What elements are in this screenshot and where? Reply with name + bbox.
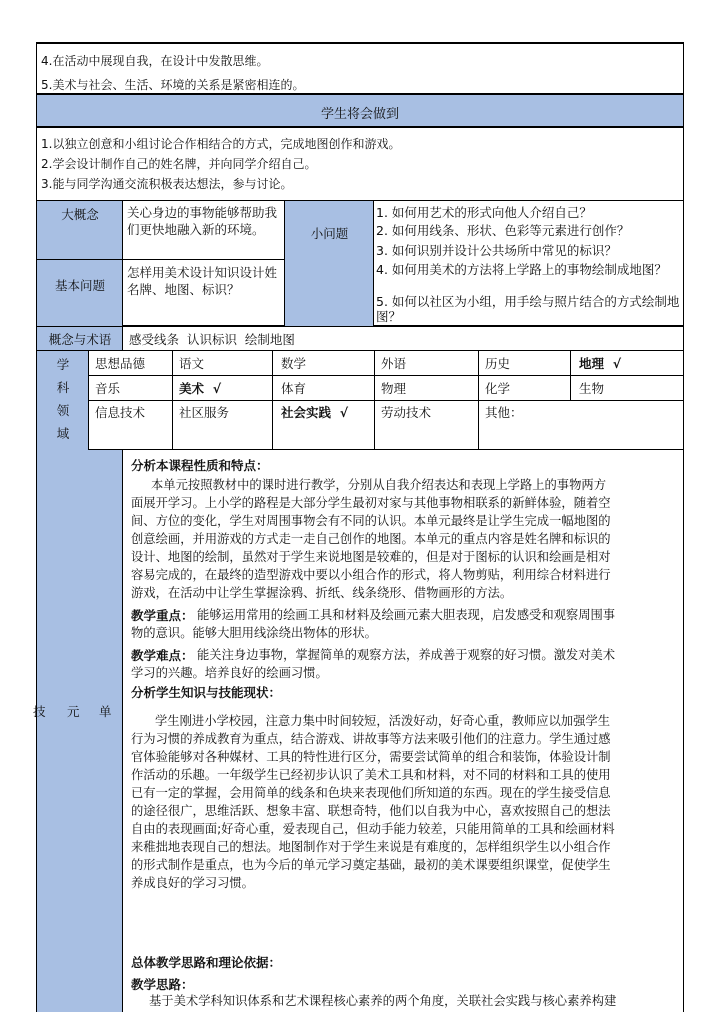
big-concept-text-cell	[123, 201, 285, 260]
outcome-item: 2.学会设计制作自己的姓名牌，并向同学介绍自己。	[41, 157, 317, 171]
unit-label-cell	[33, 450, 123, 1012]
subject-cell	[273, 351, 375, 376]
student-outcomes-list	[36, 127, 684, 201]
focus-line: 能够运用常用的绘画工具和材料及绘画元素大胆表现，启发感受和观察周围事	[197, 608, 616, 622]
small-questions-label: 小问题	[310, 226, 349, 241]
subject-label: 音乐	[95, 381, 121, 396]
subject-label: 社会实践 √	[281, 405, 349, 420]
concepts-grid	[36, 201, 684, 326]
student-line: 自由的表现画面;好奇心重，爱表现自己，但动手能力较差，只能用简单的工具和绘画材料	[131, 822, 615, 836]
subject-cell	[273, 376, 375, 401]
basic-question-label-cell	[37, 260, 123, 326]
subject-label: 社区服务	[179, 405, 230, 420]
student-line: 的途径很广，思维活跃、想象丰富、联想奇特，他们以自我为中心，喜欢按照自己的想法	[131, 804, 611, 818]
small-questions-label-cell	[285, 201, 374, 326]
student-line: 学生刚进小学校园，注意力集中时间较短，活泼好动，好奇心重，教师应以加强学生	[155, 714, 610, 728]
subjects-label-char: 领	[56, 403, 70, 418]
student-line: 作活动的乐趣。一年级学生已经初步认识了美术工具和材料，对不同的材料和工具的使用	[131, 768, 611, 782]
approach-line: 基于美术学科知识体系和艺术课程核心素养的两个角度，关联社会实践与核心素养构建	[149, 994, 617, 1008]
subject-label: 化学	[485, 381, 511, 396]
unit-label-char: 单	[99, 704, 112, 719]
terms-row	[36, 326, 684, 351]
subject-label: 外语	[381, 356, 407, 371]
nature-line: 本单元按照教材中的课时进行教学，分别从自我介绍表达和表现上学路上的事物两方	[151, 478, 606, 492]
student-line: 养成良好的学习习惯。	[131, 876, 254, 890]
subject-label: 语文	[179, 356, 205, 371]
nature-line: 间、方位的变化，学生对周围事物会有不同的认识。本单元最终是让学生完成一幅地图的	[131, 514, 611, 528]
student-line: 的形式制作是重点，也为今后的单元学习奠定基础，最初的美术课要组织课堂，促使学生	[131, 858, 611, 872]
big-concept-label: 大概念	[61, 207, 99, 222]
subjects-label-char: 学	[56, 357, 70, 372]
subject-label: 数学	[281, 356, 307, 371]
student-outcomes-heading	[36, 94, 684, 127]
subject-label: 地理 √	[579, 356, 622, 371]
difficulty-line: 能关注身边事物，掌握简单的观察方法，养成善于观察的好习惯。激发对美术	[197, 648, 616, 662]
subject-label: 生物	[579, 381, 605, 396]
difficulty-line: 学习的兴趣。培养良好的绘画习惯。	[131, 666, 328, 680]
basic-question-text: 怎样用美术设计知识设计姓名牌、地图、标识？	[127, 265, 278, 297]
subjects-label-char: 域	[56, 426, 70, 441]
small-questions-list	[374, 201, 683, 326]
terms-label: 概念与术语	[48, 332, 112, 347]
difficulty-label: 教学难点：	[131, 648, 194, 663]
basic-question-text-cell	[123, 260, 285, 326]
outcome-item: 3.能与同学沟通交流积极表达想法，参与讨论。	[41, 177, 293, 191]
subject-label: 物理	[381, 381, 407, 396]
terms-label-cell	[37, 327, 123, 350]
student-line: 官体验能够对各种媒材、工具的特性进行区分，需要尝试简单的组合和装饰，体验设计制	[131, 750, 611, 764]
goal-item: 5.美术与社会、生活、环境的关系是紧密相连的。	[41, 78, 305, 92]
nature-line: 容易完成的，在最终的造型游戏中要以小组合作的形式，将人物剪贴，利用综合材料进行	[131, 568, 611, 582]
big-concept-label-cell	[37, 201, 123, 260]
subject-cell	[89, 401, 173, 450]
small-question: 4. 如何用美术的方法将上学路上的事物绘制成地图？	[376, 262, 667, 277]
student-heading: 分析学生知识与技能现状：	[131, 685, 282, 700]
small-question: 5. 如何以社区为小组，用手绘与照片结合的方式绘制地图？	[376, 294, 680, 324]
overall-heading: 总体教学思路和理论依据：	[131, 955, 282, 970]
subject-label: 其他：	[485, 405, 523, 420]
subject-label: 信息技术	[95, 405, 146, 420]
small-question: 2. 如何用线条、形状、色彩等元素进行创作？	[376, 223, 630, 238]
outcome-item: 1.以独立创意和小组讨论合作相结合的方式，完成地图创作和游戏。	[41, 137, 401, 151]
small-question: 1. 如何用艺术的形式向他人介绍自己？	[376, 205, 592, 220]
unit-analysis	[33, 450, 684, 1012]
student-line: 行为习惯的养成教育为重点，结合游戏、讲故事等方法来吸引他们的注意力。学生通过感	[131, 732, 611, 746]
subject-label: 美术 √	[179, 381, 222, 396]
nature-line: 设计、地图的绘制，虽然对于学生来说地图是较难的，但是对于图标的认识和绘画是相对	[131, 550, 611, 564]
subject-cell	[375, 351, 479, 376]
nature-line: 游戏，在活动中让学生掌握涂鸦、折纸、线条绕形、借物画形的方法。	[131, 586, 513, 600]
subject-label: 体育	[281, 381, 307, 396]
unit-label-char: 元	[67, 704, 80, 719]
subjects-label-cell	[37, 351, 89, 450]
goal-item: 4.在活动中展现自我，在设计中发散思维。	[41, 54, 269, 68]
subjects-label-char: 科	[56, 380, 70, 395]
subject-label: 劳动技术	[381, 405, 432, 420]
subject-cell	[479, 351, 571, 376]
subject-cell	[375, 401, 479, 450]
subject-cell	[479, 376, 571, 401]
nature-heading: 分析本课程性质和特点：	[131, 458, 269, 473]
approach-heading: 教学思路：	[131, 977, 194, 992]
section-heading: 学生将会做到	[320, 107, 399, 122]
subject-cell	[173, 376, 273, 401]
subject-cell	[571, 351, 683, 376]
nature-line: 面展开学习。上小学的路程是大部分学生最初对家与其他事物相联系的新鲜体验，随着空	[131, 496, 611, 510]
subject-cell	[173, 351, 273, 376]
subject-cell	[273, 401, 375, 450]
subject-cell	[375, 376, 479, 401]
terms-text: 感受线条 认识标识 绘制地图	[129, 332, 295, 347]
subject-label: 历史	[485, 356, 511, 371]
subject-label: 思想品德	[95, 356, 146, 371]
subject-cell	[173, 401, 273, 450]
nature-line: 创意绘画，并用游戏的方式走一走自己创作的地图。本单元的重点内容是姓名牌和标识的	[131, 532, 611, 546]
big-concept-text: 关心身边的事物能够帮助我们更快地融入新的环境。	[127, 205, 278, 237]
student-line: 已有一定的掌握，会用简单的线条和色块来表现他们所知道的东西。现在的学生接受信息	[131, 786, 611, 800]
small-question: 3. 如何识别并设计公共场所中常见的标识？	[376, 243, 617, 258]
basic-question-label: 基本问题	[54, 278, 105, 293]
subject-cell	[571, 376, 683, 401]
student-line: 来稚拙地表现自己的想法。地图制作对于学生来说是有难度的，怎样组织学生以小组合作	[131, 840, 611, 854]
unit-label-char: 技	[33, 704, 46, 719]
unit-content	[131, 450, 679, 1012]
focus-label: 教学重点：	[131, 608, 194, 623]
subject-cell	[89, 351, 173, 376]
subjects-grid	[36, 351, 684, 450]
goals-tail-block	[36, 42, 684, 94]
subject-cell	[479, 401, 683, 450]
subject-cell	[89, 376, 173, 401]
focus-line: 物的意识。能够大胆用线涂绕出物体的形状。	[131, 626, 377, 640]
